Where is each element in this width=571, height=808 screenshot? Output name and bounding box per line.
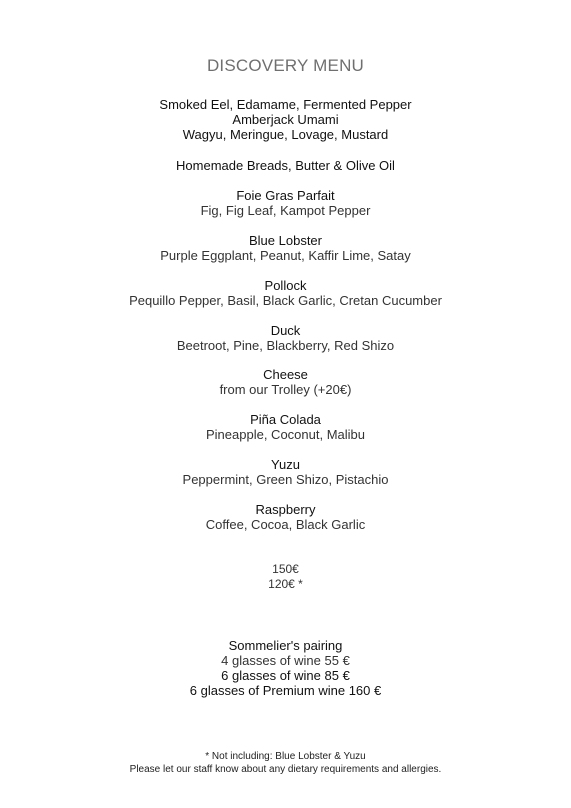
bread-item: Homemade Breads, Butter & Olive Oil xyxy=(176,158,395,173)
course-name: Cheese xyxy=(263,367,308,382)
price: 120€ * xyxy=(268,577,303,591)
course-name: Duck xyxy=(270,323,301,338)
course-description: Peppermint, Green Shizo, Pistachio xyxy=(182,472,389,487)
pairing-title: Sommelier's pairing xyxy=(228,638,343,653)
pairing-option: 4 glasses of wine 55 € xyxy=(221,653,350,668)
course-description: Beetroot, Pine, Blackberry, Red Shizo xyxy=(176,338,395,353)
course-name: Pollock xyxy=(264,278,307,293)
amuse-item: Amberjack Umami xyxy=(232,112,339,127)
amuse-item: Wagyu, Meringue, Lovage, Mustard xyxy=(182,127,389,142)
course-description: from our Trolley (+20€) xyxy=(219,382,352,397)
course-name: Blue Lobster xyxy=(249,233,322,248)
course-description: Coffee, Cocoa, Black Garlic xyxy=(205,517,366,532)
course-name: Yuzu xyxy=(271,457,300,472)
pairing-option: 6 glasses of Premium wine 160 € xyxy=(189,683,382,698)
course-description: Pineapple, Coconut, Malibu xyxy=(206,427,365,442)
course-description: Fig, Fig Leaf, Kampot Pepper xyxy=(200,203,371,218)
footnote: * Not including: Blue Lobster & Yuzu xyxy=(205,751,366,762)
amuse-item: Smoked Eel, Edamame, Fermented Pepper xyxy=(159,97,412,112)
course-name: Foie Gras Parfait xyxy=(236,188,335,203)
price: 150€ xyxy=(272,562,299,576)
course-name: Piña Colada xyxy=(250,412,321,427)
pairing-option: 6 glasses of wine 85 € xyxy=(221,668,350,683)
course-name: Raspberry xyxy=(255,502,316,517)
course-description: Purple Eggplant, Peanut, Kaffir Lime, Satay xyxy=(160,248,411,263)
menu-title: DISCOVERY MENU xyxy=(206,56,365,75)
allergy-note: Please let our staff know about any dietary requirements and allergies. xyxy=(129,764,442,775)
course-description: Pequillo Pepper, Basil, Black Garlic, Cretan Cucumber xyxy=(129,293,442,308)
